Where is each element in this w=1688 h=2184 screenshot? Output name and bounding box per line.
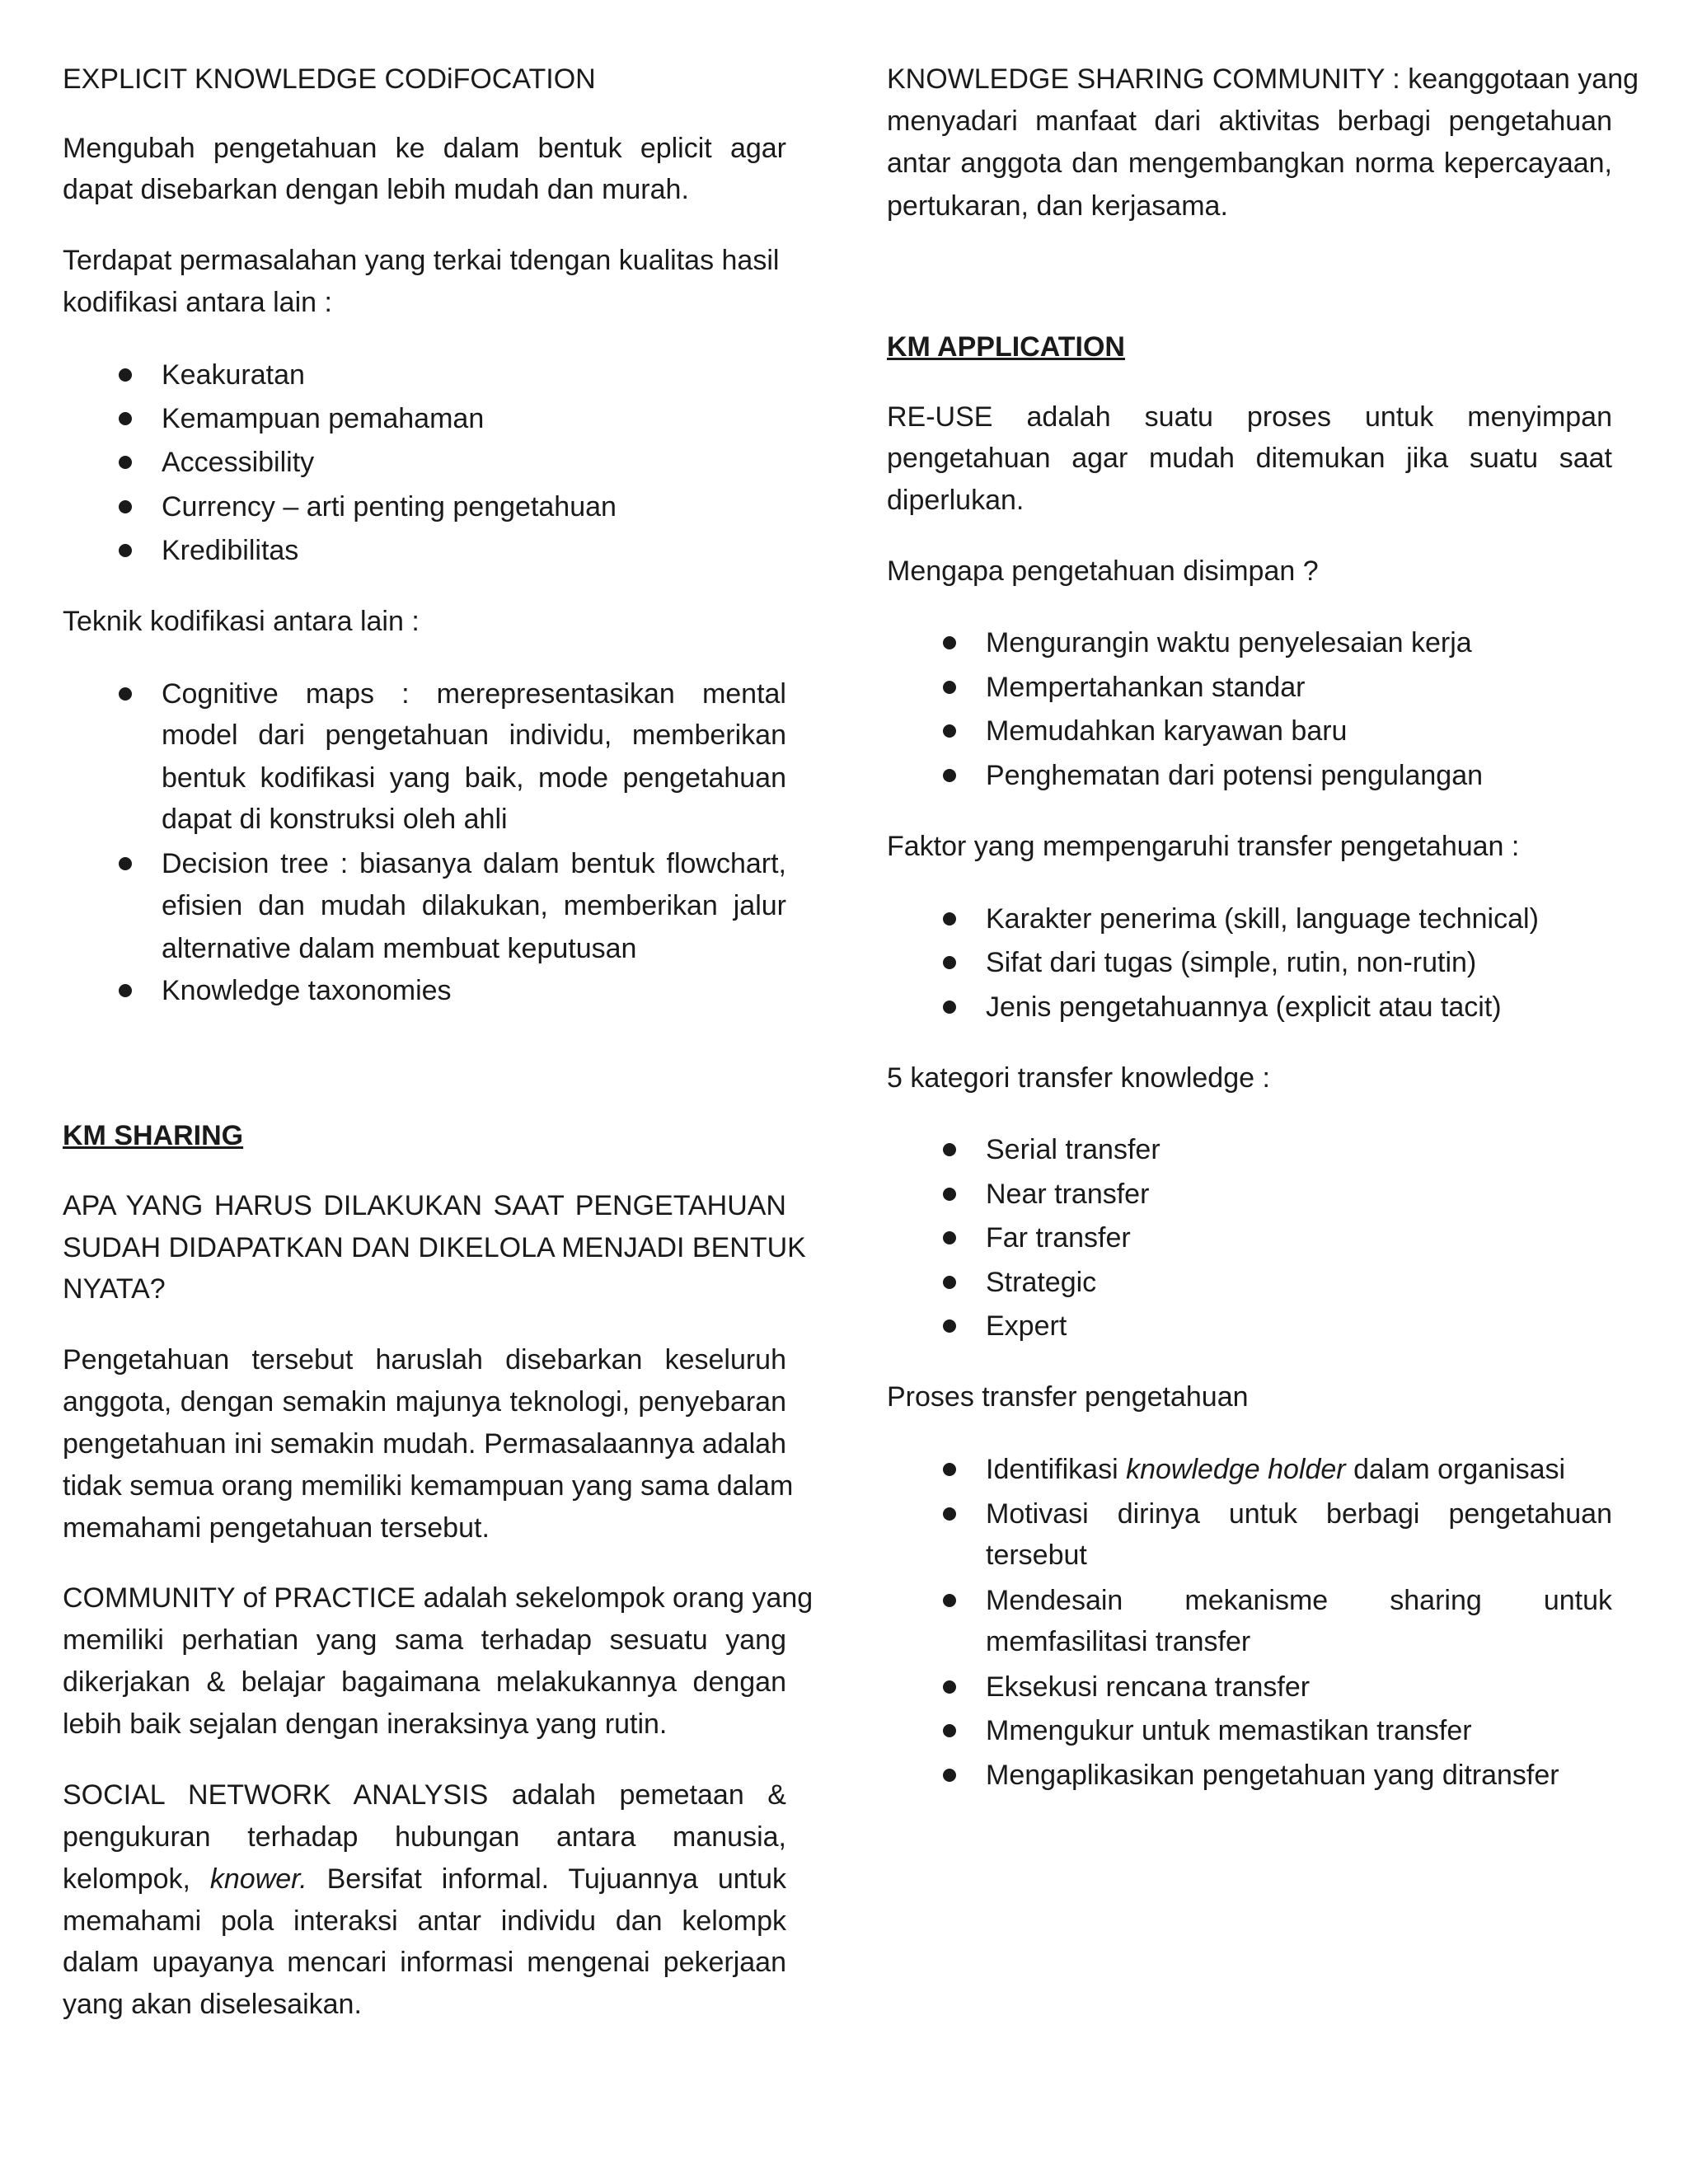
bullet-icon xyxy=(943,956,956,969)
bullet-icon xyxy=(943,1680,956,1694)
list-item: Cognitive maps : merepresentasikan mental xyxy=(162,678,786,710)
list-item: Keakuratan xyxy=(162,359,305,391)
paragraph-line: lebih baik sejalan dengan ineraksinya yang rutin. xyxy=(63,1708,668,1740)
paragraph-line: Proses transfer pengetahuan xyxy=(887,1381,1249,1413)
section-heading: KM APPLICATION xyxy=(887,331,1125,363)
text-span: kelompok, xyxy=(63,1863,210,1895)
list-item: Serial transfer xyxy=(986,1134,1160,1165)
section-title: EXPLICIT KNOWLEDGE CODiFOCATION xyxy=(63,63,596,95)
bullet-icon xyxy=(119,368,132,382)
text-span: Identifikasi xyxy=(986,1454,1127,1485)
paragraph-line: Teknik kodifikasi antara lain : xyxy=(63,606,420,637)
list-item: Mempertahankan standar xyxy=(986,672,1306,703)
bullet-icon xyxy=(119,857,132,870)
paragraph-line: Pengetahuan tersebut haruslah disebarkan keseluruh xyxy=(63,1344,786,1376)
paragraph-line: menyadari manfaat dari aktivitas berbagi pengetahuan xyxy=(887,105,1612,137)
list-item: bentuk kodifikasi yang baik, mode pengetahuan xyxy=(162,762,786,794)
list-item: efisien dan mudah dilakukan, memberikan jalur xyxy=(162,890,786,921)
bullet-icon xyxy=(943,1188,956,1201)
list-item: Mmengukur untuk memastikan transfer xyxy=(986,1715,1472,1746)
paragraph-line: dikerjakan & belajar bagaimana melakukannya dengan xyxy=(63,1666,786,1698)
bullet-icon xyxy=(119,456,132,469)
paragraph-line: dapat disebarkan dengan lebih mudah dan murah. xyxy=(63,174,689,205)
paragraph-line: APA YANG HARUS DILAKUKAN SAAT PENGETAHUAN xyxy=(63,1190,786,1221)
paragraph-line: memahami pola interaksi antar individu dan kelompk xyxy=(63,1905,786,1937)
list-item: Strategic xyxy=(986,1267,1097,1298)
paragraph-line: Faktor yang mempengaruhi transfer pengetahuan : xyxy=(887,831,1520,862)
paragraph-line: Terdapat permasalahan yang terkai tdengan kualitas hasil xyxy=(63,245,780,276)
list-item: Kredibilitas xyxy=(162,535,299,566)
list-item: model dari pengetahuan individu, memberikan xyxy=(162,719,786,751)
paragraph-line: antar anggota dan mengembangkan norma kepercayaan, xyxy=(887,148,1612,179)
bullet-icon xyxy=(943,1001,956,1014)
list-item: Motivasi dirinya untuk berbagi pengetahuan xyxy=(986,1498,1612,1530)
paragraph-line: anggota, dengan semakin majunya teknologi, penyebaran xyxy=(63,1386,786,1418)
list-item: Jenis pengetahuannya (explicit atau tacit) xyxy=(986,991,1502,1023)
bullet-icon xyxy=(943,681,956,694)
list-item: alternative dalam membuat keputusan xyxy=(162,933,637,964)
list-item: Far transfer xyxy=(986,1222,1131,1254)
text-span: Bersifat informal. Tujuannya untuk xyxy=(307,1863,787,1895)
paragraph-line: pengetahuan agar mudah ditemukan jika suatu saat xyxy=(887,443,1612,474)
paragraph-line xyxy=(63,1858,786,1900)
list-item: Memudahkan karyawan baru xyxy=(986,715,1348,747)
paragraph-line: KNOWLEDGE SHARING COMMUNITY : keanggotaan yang xyxy=(887,63,1639,95)
bullet-icon xyxy=(943,1231,956,1244)
paragraph-line: pengukuran terhadap hubungan antara manusia, xyxy=(63,1821,786,1853)
bullet-icon xyxy=(119,412,132,425)
bullet-icon xyxy=(943,1319,956,1333)
paragraph-line: NYATA? xyxy=(63,1273,166,1305)
paragraph-line: diperlukan. xyxy=(887,485,1025,516)
bullet-icon xyxy=(943,1507,956,1521)
bullet-icon xyxy=(943,1276,956,1289)
bullet-icon xyxy=(119,544,132,557)
list-item: Kemampuan pemahaman xyxy=(162,403,485,434)
bullet-icon xyxy=(943,912,956,926)
paragraph-line: dalam upayanya mencari informasi mengenai pekerjaan xyxy=(63,1947,786,1978)
paragraph-line: Mengapa pengetahuan disimpan ? xyxy=(887,555,1319,587)
list-item: Penghematan dari potensi pengulangan xyxy=(986,760,1484,791)
paragraph-line: memahami pengetahuan tersebut. xyxy=(63,1512,490,1544)
paragraph-line: RE-USE adalah suatu proses untuk menyimpan xyxy=(887,401,1612,433)
emphasis-text: knowledge holder xyxy=(1126,1454,1346,1485)
bullet-icon xyxy=(943,1463,956,1476)
paragraph-line: SOCIAL NETWORK ANALYSIS adalah pemetaan & xyxy=(63,1779,786,1811)
list-item: Eksekusi rencana transfer xyxy=(986,1671,1311,1703)
bullet-icon xyxy=(943,769,956,782)
list-item: Decision tree : biasanya dalam bentuk flowchart, xyxy=(162,848,786,879)
bullet-icon xyxy=(943,1724,956,1737)
paragraph-line: memiliki perhatian yang sama terhadap sesuatu yang xyxy=(63,1624,786,1656)
list-item: Mengaplikasikan pengetahuan yang ditransfer xyxy=(986,1760,1559,1791)
list-item: dapat di konstruksi oleh ahli xyxy=(162,804,508,835)
bullet-icon xyxy=(119,500,132,513)
list-item: Expert xyxy=(986,1310,1067,1342)
paragraph-line: SUDAH DIDAPATKAN DAN DIKELOLA MENJADI BENTUK xyxy=(63,1232,806,1263)
bullet-icon xyxy=(943,724,956,738)
paragraph-line: COMMUNITY of PRACTICE adalah sekelompok orang yang xyxy=(63,1582,814,1614)
list-item: Knowledge taxonomies xyxy=(162,975,452,1006)
list-item: tersebut xyxy=(986,1540,1087,1571)
emphasis-text: knower. xyxy=(209,1863,307,1895)
paragraph-line: pengetahuan ini semakin mudah. Permasalaannya adalah xyxy=(63,1428,786,1460)
list-item xyxy=(986,1448,1565,1491)
paragraph-line: 5 kategori transfer knowledge : xyxy=(887,1062,1270,1094)
paragraph-line: kodifikasi antara lain : xyxy=(63,287,332,318)
list-item: Accessibility xyxy=(162,447,315,478)
bullet-icon xyxy=(943,1594,956,1607)
list-item: Karakter penerima (skill, language technical) xyxy=(986,903,1539,935)
paragraph-line: yang akan diselesaikan. xyxy=(63,1989,362,2020)
section-heading: KM SHARING xyxy=(63,1120,244,1151)
bullet-icon xyxy=(119,687,132,701)
bullet-icon xyxy=(943,636,956,649)
paragraph-line: Mengubah pengetahuan ke dalam bentuk eplicit agar xyxy=(63,133,786,164)
list-item: Mendesain mekanisme sharing untuk xyxy=(986,1585,1612,1616)
paragraph-line: tidak semua orang memiliki kemampuan yang sama dalam xyxy=(63,1470,794,1502)
list-item: Mengurangin waktu penyelesaian kerja xyxy=(986,627,1472,658)
bullet-icon xyxy=(119,984,132,997)
text-span: dalam organisasi xyxy=(1345,1454,1566,1485)
paragraph-line: pertukaran, dan kerjasama. xyxy=(887,190,1228,222)
bullet-icon xyxy=(943,1769,956,1782)
bullet-icon xyxy=(943,1143,956,1156)
list-item: Sifat dari tugas (simple, rutin, non-rutin) xyxy=(986,947,1477,978)
list-item: memfasilitasi transfer xyxy=(986,1626,1251,1657)
list-item: Near transfer xyxy=(986,1179,1150,1210)
list-item: Currency – arti penting pengetahuan xyxy=(162,491,617,523)
